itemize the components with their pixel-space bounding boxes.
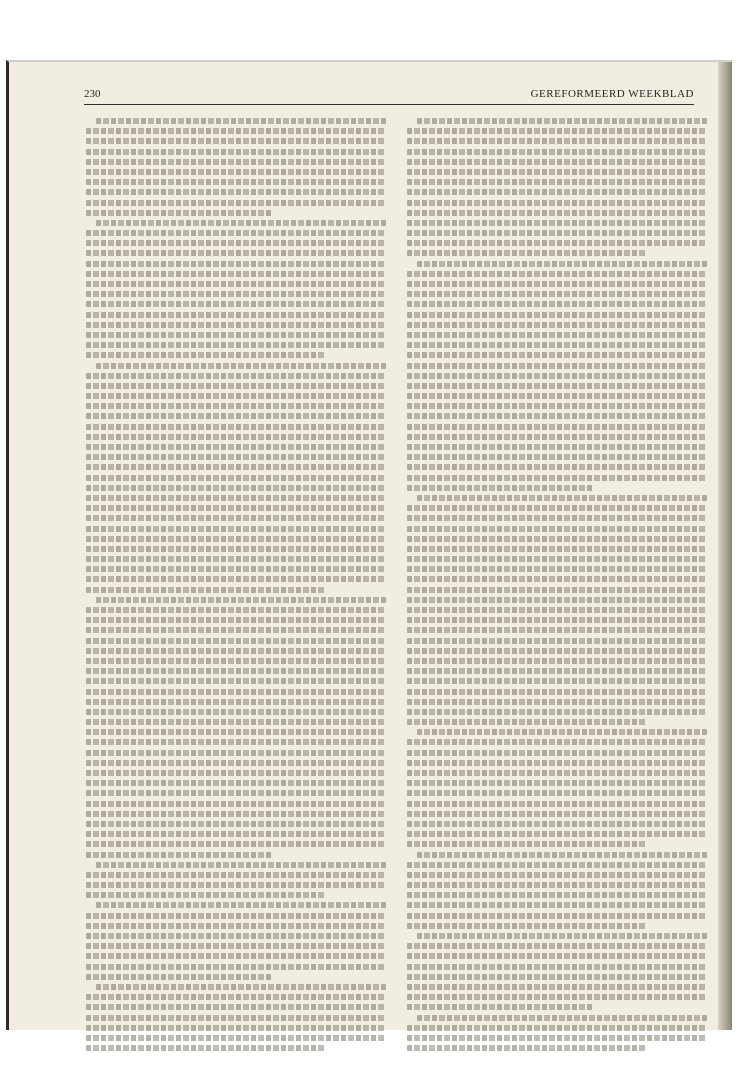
text-line — [407, 1045, 647, 1051]
text-line — [86, 281, 386, 287]
text-line — [407, 220, 707, 226]
text-line — [86, 729, 386, 735]
text-line — [86, 322, 386, 328]
text-line — [86, 159, 386, 165]
text-line — [407, 332, 707, 338]
text-line — [96, 902, 386, 908]
text-line — [86, 230, 386, 236]
text-line — [86, 760, 386, 766]
text-line — [407, 913, 707, 919]
text-line — [86, 811, 386, 817]
text-line — [86, 587, 326, 593]
text-line — [86, 790, 386, 796]
text-line — [86, 678, 386, 684]
text-line — [407, 240, 707, 246]
text-line — [407, 892, 707, 898]
text-line — [96, 984, 386, 990]
text-line — [407, 902, 707, 908]
text-line — [407, 403, 707, 409]
text-line — [407, 515, 707, 521]
text-column-right — [407, 118, 707, 1002]
text-line — [407, 444, 707, 450]
text-line — [86, 780, 386, 786]
text-line — [86, 138, 386, 144]
text-line — [86, 291, 386, 297]
text-line — [407, 291, 707, 297]
text-line — [417, 933, 707, 939]
text-line — [417, 261, 707, 267]
text-line — [86, 566, 386, 572]
text-line — [86, 464, 386, 470]
text-line — [407, 169, 707, 175]
running-head: GEREFORMEERD WEEKBLAD — [530, 88, 694, 100]
text-line — [96, 363, 386, 369]
text-line — [407, 658, 707, 664]
text-line — [86, 658, 386, 664]
text-line — [86, 821, 386, 827]
text-line — [407, 352, 707, 358]
text-line — [407, 128, 707, 134]
text-line — [86, 933, 386, 939]
text-line — [407, 964, 707, 970]
text-line — [86, 342, 386, 348]
text-line — [86, 424, 386, 430]
text-line — [86, 699, 386, 705]
text-line — [407, 179, 707, 185]
text-line — [407, 597, 707, 603]
text-line — [407, 821, 707, 827]
text-line — [407, 801, 707, 807]
text-line — [407, 230, 707, 236]
text-line — [86, 719, 386, 725]
text-line — [407, 1035, 707, 1041]
text-column-left — [86, 118, 386, 1002]
text-line — [407, 281, 707, 287]
text-line — [407, 882, 707, 888]
text-line — [86, 128, 386, 134]
text-line — [86, 689, 386, 695]
text-line — [407, 566, 707, 572]
text-line — [86, 536, 386, 542]
text-line — [86, 964, 386, 970]
text-line — [86, 403, 386, 409]
text-line — [407, 434, 707, 440]
text-line — [86, 301, 386, 307]
text-line — [86, 189, 386, 195]
text-line — [407, 668, 707, 674]
text-line — [86, 1045, 326, 1051]
text-line — [407, 648, 707, 654]
text-line — [407, 841, 647, 847]
text-line — [407, 505, 707, 511]
text-line — [417, 118, 707, 124]
text-line — [407, 556, 707, 562]
text-line — [86, 475, 386, 481]
text-line — [86, 607, 386, 613]
text-line — [86, 413, 386, 419]
text-line — [86, 892, 326, 898]
text-line — [96, 862, 386, 868]
text-line — [86, 709, 386, 715]
text-line — [407, 770, 707, 776]
text-line — [86, 444, 386, 450]
text-line — [407, 750, 707, 756]
text-line — [407, 271, 707, 277]
text-line — [407, 984, 707, 990]
text-line — [86, 668, 386, 674]
text-line — [407, 811, 707, 817]
text-line — [86, 1025, 386, 1031]
text-line — [407, 790, 707, 796]
text-line — [86, 261, 386, 267]
text-line — [86, 383, 386, 389]
text-line — [86, 852, 272, 858]
text-line — [86, 974, 272, 980]
text-line — [86, 526, 386, 532]
text-line — [407, 678, 707, 684]
text-line — [407, 617, 707, 623]
text-line — [86, 576, 386, 582]
text-line — [86, 872, 386, 878]
text-line — [407, 709, 707, 715]
text-line — [407, 689, 707, 695]
text-line — [417, 729, 707, 735]
text-line — [407, 536, 707, 542]
text-line — [407, 953, 707, 959]
text-line — [407, 475, 707, 481]
text-line — [86, 393, 386, 399]
text-line — [407, 576, 707, 582]
text-line — [86, 770, 386, 776]
text-line — [407, 312, 707, 318]
text-line — [407, 607, 707, 613]
text-line — [407, 627, 707, 633]
text-line — [86, 373, 386, 379]
text-line — [86, 627, 386, 633]
text-line — [407, 994, 707, 1000]
text-line — [407, 454, 707, 460]
text-line — [407, 831, 707, 837]
text-line — [86, 250, 386, 256]
text-line — [86, 505, 386, 511]
text-line — [407, 760, 707, 766]
text-line — [407, 301, 707, 307]
text-line — [86, 831, 386, 837]
text-line — [407, 923, 647, 929]
text-line — [407, 363, 707, 369]
text-line — [86, 485, 386, 491]
text-line — [407, 638, 707, 644]
text-line — [86, 1035, 386, 1041]
text-line — [96, 597, 386, 603]
text-line — [86, 169, 386, 175]
text-line — [407, 342, 707, 348]
text-line — [86, 923, 386, 929]
text-line — [96, 118, 386, 124]
text-line — [407, 383, 707, 389]
text-line — [86, 648, 386, 654]
text-line — [407, 149, 707, 155]
text-line — [86, 149, 386, 155]
text-line — [407, 393, 707, 399]
text-line — [407, 862, 707, 868]
text-line — [86, 332, 386, 338]
text-line — [86, 210, 272, 216]
text-line — [96, 220, 386, 226]
text-line — [407, 138, 707, 144]
text-line — [86, 913, 386, 919]
page-number: 230 — [84, 88, 101, 100]
text-line — [407, 464, 707, 470]
text-line — [407, 699, 707, 705]
text-line — [417, 852, 707, 858]
text-line — [86, 841, 386, 847]
text-line — [86, 1015, 386, 1021]
text-line — [86, 312, 386, 318]
text-line — [407, 943, 707, 949]
text-line — [86, 882, 386, 888]
text-line — [407, 210, 707, 216]
text-line — [407, 250, 647, 256]
text-line — [86, 200, 386, 206]
text-line — [407, 189, 707, 195]
text-line — [86, 953, 386, 959]
text-line — [407, 546, 707, 552]
text-line — [86, 943, 386, 949]
text-line — [86, 556, 386, 562]
page-header — [84, 86, 694, 105]
text-line — [86, 994, 386, 1000]
text-line — [407, 526, 707, 532]
text-line — [86, 495, 386, 501]
text-line — [86, 617, 386, 623]
text-line — [86, 179, 386, 185]
text-line — [86, 515, 386, 521]
text-line — [407, 373, 707, 379]
text-line — [86, 546, 386, 552]
text-line — [407, 159, 707, 165]
text-line — [407, 322, 707, 328]
text-line — [407, 719, 647, 725]
page-edge-shadow — [718, 62, 732, 1030]
text-line — [407, 424, 707, 430]
text-line — [407, 739, 707, 745]
text-line — [86, 271, 386, 277]
text-line — [86, 352, 326, 358]
text-line — [417, 495, 707, 501]
text-line — [86, 1004, 386, 1010]
text-line — [86, 750, 386, 756]
text-line — [407, 413, 707, 419]
text-line — [407, 1004, 593, 1010]
text-line — [407, 1025, 707, 1031]
text-line — [86, 739, 386, 745]
text-line — [417, 1015, 707, 1021]
text-line — [86, 240, 386, 246]
text-line — [407, 974, 707, 980]
text-line — [407, 780, 707, 786]
text-line — [86, 454, 386, 460]
text-line — [407, 200, 707, 206]
text-line — [407, 485, 593, 491]
text-line — [86, 801, 386, 807]
text-line — [407, 587, 707, 593]
text-line — [407, 872, 707, 878]
text-line — [86, 638, 386, 644]
text-line — [86, 434, 386, 440]
